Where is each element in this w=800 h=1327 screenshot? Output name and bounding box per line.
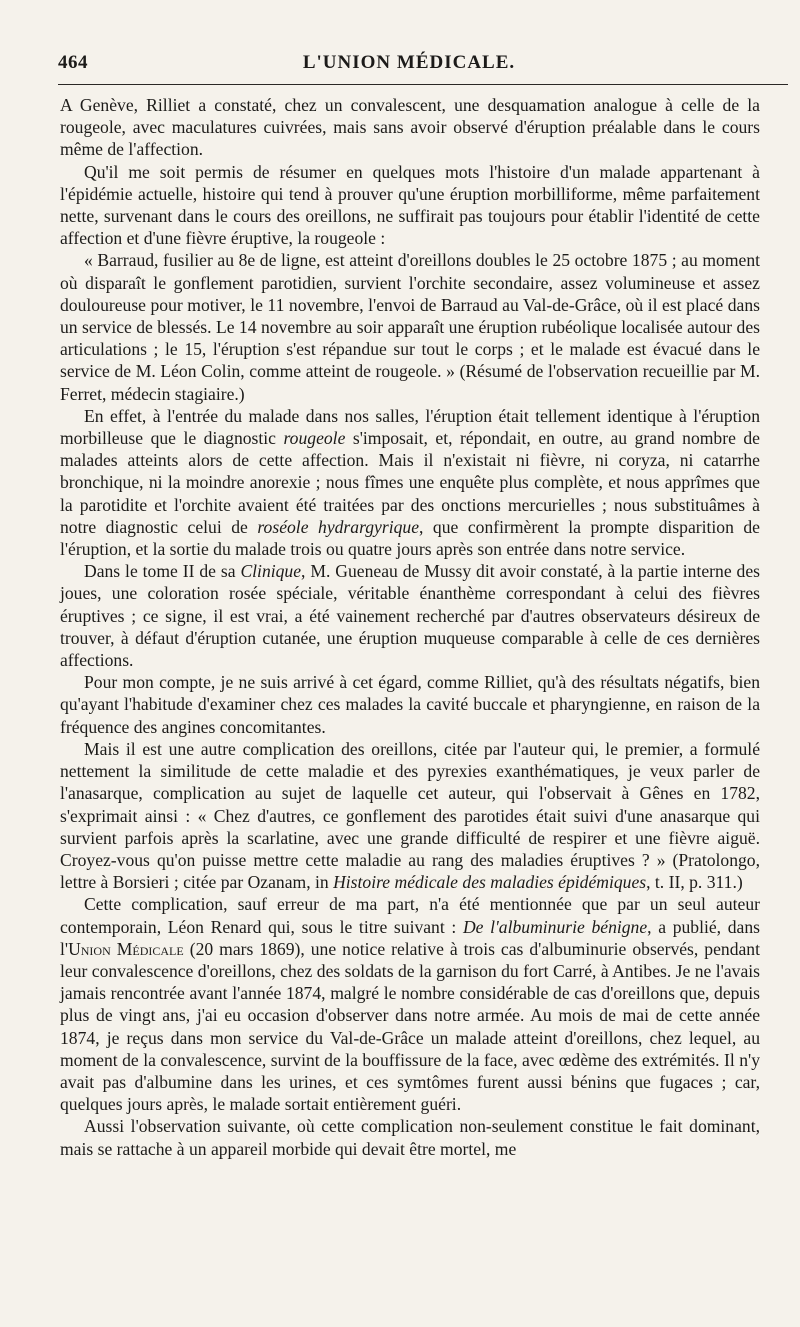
paragraph [60, 893, 760, 1115]
emphasis-text: rougeole [283, 428, 346, 449]
paragraph [60, 161, 760, 250]
text-segment: A Genève, Rilliet a constaté, chez un convalescent, une desquamation analogue à celle de la rougeole, avec maculatures cuivrées, mais sans avoir observé d'éruption préalable dans le cours même de l'affection. [60, 95, 760, 160]
paragraph [60, 560, 760, 671]
text-segment: Cette complication, sauf erreur de ma part, n'a été mentionnée que par un seul auteur contemporain, Léon Renard qui, sous le titre suivant : [60, 894, 760, 937]
journal-title: L'UNION MÉDICALE. [302, 52, 516, 73]
emphasis-text: roséole hydrargyrique [257, 516, 420, 537]
text-segment: , t. II, p. 311.) [646, 872, 743, 893]
text-segment: Mais il est une autre complication des oreillons, citée par l'auteur qui, le premier, a formulé nettement la similitude de cette maladie et des pyrexies exanthématiques, je veux parler de l'anasarque, complication au sujet de laquelle cet auteur, qui l'observait à Gênes en 1782, s'exprimait ainsi : « Chez d'autres, ce gonflement des parotides était suivi d'une anasarque qui survient parfois après la scarlatine, avec une grande difficulté de respirer et une fièvre aiguë. Croyez-vous qu'on puisse mettre cette maladie au rang des maladies éruptives ? » (Pratolongo, lettre à Borsieri ; citée par Ozanam, in [60, 738, 760, 893]
paragraph [60, 738, 760, 893]
header-rule [58, 84, 788, 85]
text-segment: En effet, à l'entrée du malade dans nos salles, l'éruption était tellement identique à l'éruption morbilleuse que le diagnostic [60, 405, 760, 449]
text-segment: s'imposait, et, répondait, en outre, au grand nombre de malades atteints alors de cette affection. Mais il n'existait ni fièvre, ni coryza, ni catarrhe bronchique, ni la moindre anorexie ; nous fîmes une enquête plus complète, et nous apprîmes que la parotidite et l'orchite avaient été traitées par des onctions mercurielles ; nous substituâmes à notre diagnostic celui de [60, 428, 760, 537]
text-segment: Dans le tome II de sa [84, 561, 241, 582]
text-segment: Aussi l'observation suivante, où cette complication non-seulement constitue le fait dominant, mais se rattache à un appareil morbide qui devait être mortel, me [60, 1116, 760, 1159]
article-body [60, 94, 760, 1160]
emphasis-text: Union Médicale [68, 938, 184, 959]
emphasis-text: Clinique [240, 561, 302, 582]
paragraph [60, 249, 760, 404]
paragraph [60, 405, 760, 560]
text-segment: Qu'il me soit permis de résumer en quelques mots l'histoire d'un malade appartenant à l'épidémie actuelle, histoire qui tend à prouver qu'une éruption morbilliforme, même parfaitement nette, survenant dans le cours des oreillons, ne suffirait pas toujours pour établir l'identité de cette affection et d'une fièvre éruptive, la rougeole : [60, 161, 760, 249]
text-segment: (20 mars 1869), une notice relative à trois cas d'albuminurie observés, pendant leur convalescence d'oreillons, chez des soldats de la garnison du fort Carré, à Antibes. Je ne l'avais jamais rencontrée avant l'année 1874, malgré le nombre considérable de cas d'oreillons que, depuis plus de vingt ans, j'ai eu occasion d'observer dans notre armée. Au mois de mai de cette année 1874, je reçus dans mon service du Val-de-Grâce un malade atteint d'oreillons, chez lequel, au moment de la convalescence, survint de la bouffissure de la face, avec œdème des extrémités. Il n'y avait pas d'albumine dans les urines, et ces symtômes furent aussi bénins que fugaces ; car, quelques jours après, le malade sortait entièrement guéri. [60, 938, 760, 1115]
paragraph [60, 94, 760, 161]
emphasis-text: De l'albuminurie bénigne [462, 916, 648, 937]
text-segment: , M. Gueneau de Mussy dit avoir constaté, à la partie interne des joues, une coloration rosée spéciale, véritable énanthème correspondant à celui des fièvres éruptives ; ce signe, il est vrai, a été vainement recherché par d'autres observateurs désireux de trouver, à défaut d'éruption cutanée, une éruption muqueuse comparable à celle de ces dernières affections. [60, 561, 761, 671]
text-segment: « Barraud, fusilier au 8e de ligne, est atteint d'oreillons doubles le 25 octobre 1875 ; au moment où disparaît le gonflement parotidien, survient l'orchite secondaire, assez volumineuse et assez douloureuse pour motiver, le 11 novembre, l'envoi de Barraud au Val-de-Grâce, où il est placé dans un service de blessés. Le 14 novembre au soir apparaît une éruption rubéolique localisée autour des articulations ; le 15, l'éruption s'est répandue sur tout le corps ; et le malade est évacué dans le service de M. Léon Colin, comme atteint de rougeole. » (Résumé de l'observation recueillie par M. Ferret, médecin stagiaire.) [60, 250, 760, 404]
emphasis-text: Histoire médicale des maladies épidémiques [333, 872, 647, 893]
paragraph [60, 1115, 760, 1159]
running-head [58, 52, 760, 80]
text-segment: , a publié, dans l' [60, 916, 760, 959]
text-segment: Pour mon compte, je ne suis arrivé à cet égard, comme Rilliet, qu'à des résultats négatifs, bien qu'ayant l'habitude d'examiner chez ces malades la cavité buccale et pharyngienne, en raison de la fréquence des angines concomitantes. [60, 672, 760, 737]
text-segment: , que confirmèrent la prompte disparition de l'éruption, et la sortie du malade trois ou quatre jours après son entrée dans notre service. [60, 516, 760, 560]
page-number: 464 [58, 52, 88, 73]
paragraph [60, 671, 760, 738]
